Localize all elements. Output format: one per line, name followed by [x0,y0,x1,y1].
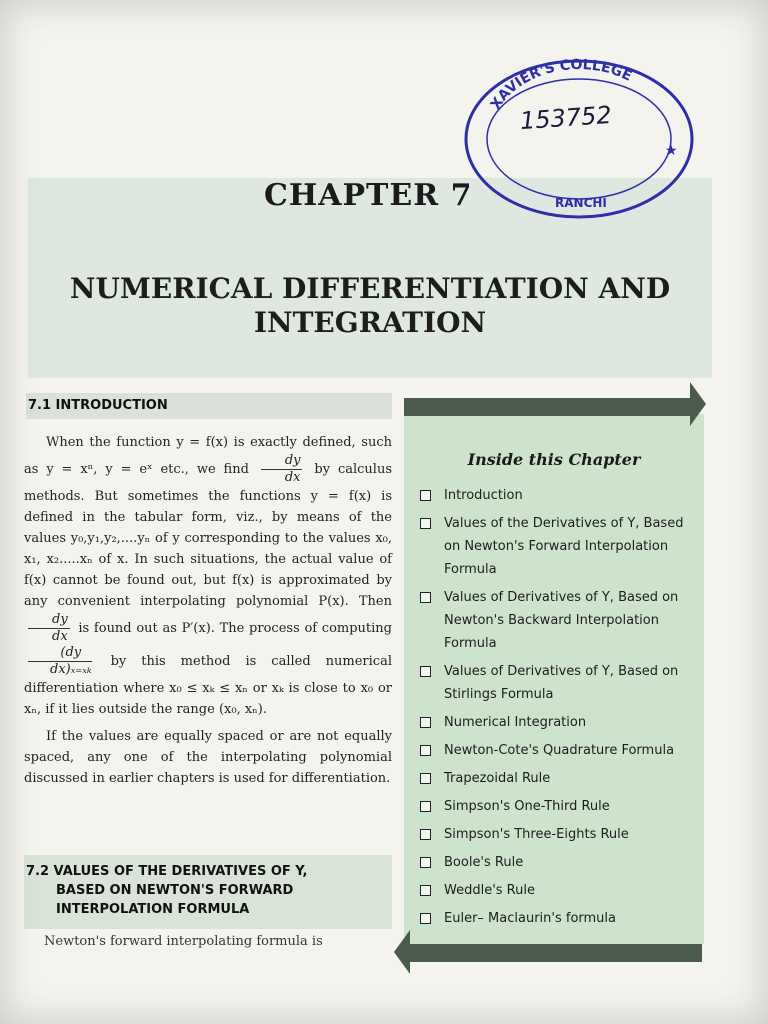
chapter-contents-list [414,484,700,935]
list-item: Boole's Rule [414,851,700,874]
list-item: Values of Derivatives of Y, Based on Newton's Backward Interpolation Formula [414,586,700,655]
stamp-star-icon: ★ [665,143,678,159]
list-item: Introduction [414,484,700,507]
list-item: Simpson's One-Third Rule [414,795,700,818]
section-1-body [24,432,392,795]
stamp-accession-number: 153752 [519,100,613,136]
section-2-heading-line2: BASED ON NEWTON'S FORWARD [56,883,294,898]
box-top-bar [404,398,690,416]
chapter-title [50,272,690,340]
inside-chapter-title: Inside this Chapter [467,450,641,469]
section-1-heading: 7.1 INTRODUCTION [28,398,168,413]
fraction-dy-dx-at-xk: $\frac{(dy}{\text{dx)ₓ₌ₓₖ}}$ [28,645,92,678]
checkbox-icon [420,913,431,924]
list-item: Values of the Derivatives of Y, Based on Newton's Forward Interpolation Formula [414,512,700,581]
section-2-body: Newton's forward interpolating formula is [44,934,323,949]
paragraph-2: If the values are equally spaced or are not equally spaced, any one of the interpolating polynomial discussed in earlier chapters is used for differentiation. [24,729,392,786]
checkbox-icon [420,490,431,501]
chapter-label: CHAPTER 7 [264,178,473,213]
checkbox-icon [420,745,431,756]
left-arrow-icon [394,930,410,974]
stamp-org-text: XAVIER'S COLLEGE [487,56,635,113]
paragraph-1 [24,432,392,720]
para1-part-c: is found out as P′(x). The process of computing [78,621,392,636]
list-item: Simpson's Three-Eights Rule [414,823,700,846]
chapter-title-line2: INTEGRATION [253,306,487,339]
list-item: Trapezoidal Rule [414,767,700,790]
box-bottom-bar [410,944,702,962]
para1-part-b: by calculus methods. But sometimes the functions y = f(x) is defined in the tabular form, viz., by means of the values y₀,y₁,y₂,....yₙ of y corresponding to the values x₀, x₁, x₂.....xₙ of x. In such situations, the actual value of f(x) cannot be found out, but f(x) is approximated by any convenient interpolating polynomial P(x). Then [24,462,392,609]
list-item: Numerical Integration [414,711,700,734]
para1-part-d: by this method is called numerical differentiation where x₀ ≤ xₖ ≤ xₙ or xₖ is close to x₀ or xₙ, if it lies outside the range (x₀, xₙ). [24,654,392,717]
stamp-city-text: RANCHI [555,196,607,210]
checkbox-icon [420,885,431,896]
library-stamp [460,55,698,223]
checkbox-icon [420,829,431,840]
section-2-heading-line3: INTERPOLATION FORMULA [56,902,250,917]
checkbox-icon [420,518,431,529]
chapter-title-line1: NUMERICAL DIFFERENTIATION AND [69,272,671,305]
section-2-heading [26,862,386,919]
list-item: Newton-Cote's Quadrature Formula [414,739,700,762]
list-item: Euler– Maclaurin's formula [414,907,700,930]
checkbox-icon [420,801,431,812]
checkbox-icon [420,592,431,603]
list-item: Values of Derivatives of Y, Based on Stirlings Formula [414,660,700,706]
list-item: Weddle's Rule [414,879,700,902]
right-arrow-icon [690,382,706,426]
fraction-dy-dx: $\frac{dy}{dx}$ [261,453,303,486]
checkbox-icon [420,666,431,677]
fraction-dy-dx-2: $\frac{dy}{dx}$ [28,612,70,645]
checkbox-icon [420,857,431,868]
checkbox-icon [420,717,431,728]
section-2-heading-line1: 7.2 VALUES OF THE DERIVATIVES OF Y, [26,864,308,879]
checkbox-icon [420,773,431,784]
para1-part-a: When the function y = f(x) is exactly defined, such as y = xⁿ, y = eˣ etc., we find [24,435,392,477]
